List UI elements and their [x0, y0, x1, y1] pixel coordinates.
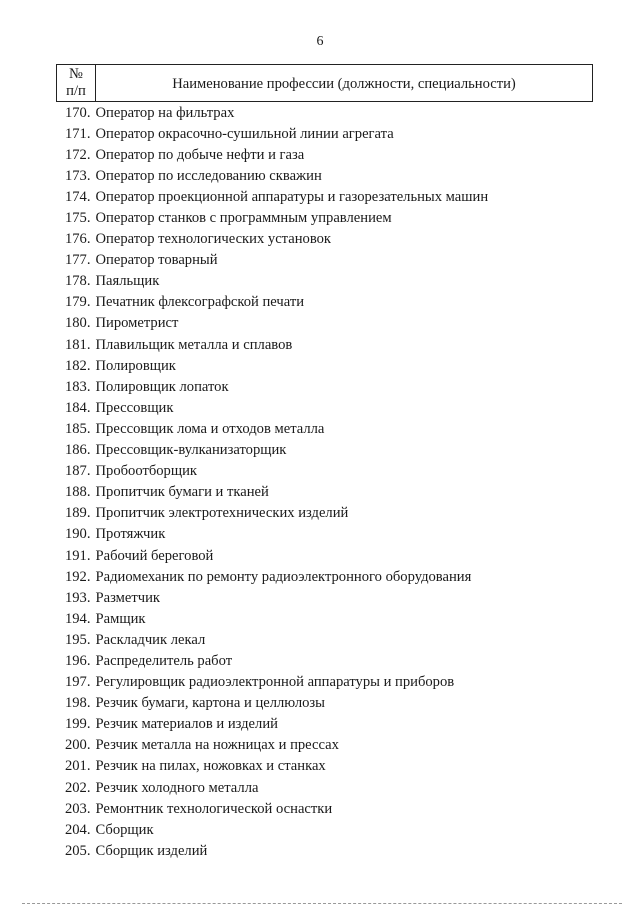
table-body — [57, 102, 593, 862]
table-row — [57, 629, 593, 650]
row-number: 180. — [64, 315, 91, 332]
row-number: 199. — [64, 716, 91, 733]
table-row — [57, 587, 593, 608]
profession-name: Оператор технологических установок — [95, 231, 331, 248]
table-header — [57, 65, 593, 102]
profession-name: Оператор станков с программным управлением — [95, 210, 392, 227]
row-number: 190. — [64, 526, 91, 543]
profession-name: Раскладчик лекал — [95, 631, 206, 648]
table-row — [57, 461, 593, 482]
profession-name: Паяльщик — [95, 273, 160, 290]
row-number: 195. — [64, 631, 91, 648]
profession-name: Сборщик — [95, 821, 154, 838]
row-number: 170. — [64, 104, 91, 121]
row-number: 198. — [64, 695, 91, 712]
row-number: 176. — [64, 231, 91, 248]
profession-name: Регулировщик радиоэлектронной аппаратуры и приборов — [95, 674, 455, 691]
row-number: 187. — [64, 463, 91, 480]
profession-name: Оператор по добыче нефти и газа — [95, 146, 305, 163]
row-number: 175. — [64, 210, 91, 227]
row-number: 196. — [64, 652, 91, 669]
profession-name: Оператор окрасочно-сушильной линии агрегата — [95, 125, 394, 142]
table-row — [57, 482, 593, 503]
table-row — [57, 229, 593, 250]
row-number: 202. — [64, 779, 91, 796]
table-row — [57, 418, 593, 439]
table-row — [57, 440, 593, 461]
row-number: 188. — [64, 484, 91, 501]
row-number: 193. — [64, 589, 91, 606]
header-row — [57, 65, 593, 102]
header-name-column: Наименование профессии (должности, специальности) — [96, 65, 593, 102]
table-row — [57, 735, 593, 756]
table-row — [57, 165, 593, 186]
profession-name: Ремонтник технологической оснастки — [95, 800, 333, 817]
profession-name: Пирометрист — [95, 315, 179, 332]
row-number: 171. — [64, 125, 91, 142]
row-number: 201. — [64, 758, 91, 775]
profession-name: Резчик холодного металла — [95, 779, 259, 796]
profession-name: Оператор по исследованию скважин — [95, 167, 322, 184]
table-row — [57, 840, 593, 861]
table-row — [57, 777, 593, 798]
row-number: 174. — [64, 188, 91, 205]
row-number: 191. — [64, 547, 91, 564]
table-row — [57, 566, 593, 587]
table-row — [57, 397, 593, 418]
professions-table — [56, 64, 593, 861]
profession-name: Резчик материалов и изделий — [95, 716, 278, 733]
table-row — [57, 376, 593, 397]
table-row — [57, 355, 593, 376]
profession-name: Оператор товарный — [95, 252, 218, 269]
row-number: 172. — [64, 146, 91, 163]
row-number: 194. — [64, 610, 91, 627]
profession-name: Пропитчик электротехнических изделий — [95, 505, 349, 522]
row-number: 192. — [64, 568, 91, 585]
row-number: 182. — [64, 357, 91, 374]
table-row — [57, 714, 593, 735]
profession-name: Резчик на пилах, ножовках и станках — [95, 758, 326, 775]
profession-name: Плавильщик металла и сплавов — [95, 336, 293, 353]
row-number: 200. — [64, 737, 91, 754]
page-number: 6 — [316, 34, 324, 49]
row-number: 186. — [64, 442, 91, 459]
profession-name: Резчик металла на ножницах и прессах — [95, 737, 339, 754]
table-row — [57, 313, 593, 334]
profession-name: Прессовщик лома и отходов металла — [95, 420, 325, 437]
table-row — [57, 144, 593, 165]
table-row — [57, 756, 593, 777]
profession-name: Рабочий береговой — [95, 547, 214, 564]
profession-name: Пропитчик бумаги и тканей — [95, 484, 269, 501]
profession-name: Полировщик — [95, 357, 176, 374]
profession-name: Распределитель работ — [95, 652, 233, 669]
table-row — [57, 693, 593, 714]
table-row — [57, 608, 593, 629]
table-row — [57, 334, 593, 355]
table-row — [57, 545, 593, 566]
table-row — [57, 250, 593, 271]
profession-name: Оператор на фильтрах — [95, 104, 235, 121]
table-row — [57, 102, 593, 124]
row-number: 178. — [64, 273, 91, 290]
header-number-symbol: № — [69, 66, 83, 82]
row-number: 177. — [64, 252, 91, 269]
row-number: 181. — [64, 336, 91, 353]
profession-name: Печатник флексографской печати — [95, 294, 305, 311]
profession-name: Радиомеханик по ремонту радиоэлектронного оборудования — [95, 568, 472, 585]
row-number: 189. — [64, 505, 91, 522]
table-row — [57, 186, 593, 207]
profession-name: Полировщик лопаток — [95, 378, 229, 395]
profession-name: Рамщик — [95, 610, 146, 627]
header-number-column — [57, 65, 96, 102]
table-row — [57, 672, 593, 693]
row-number: 183. — [64, 378, 91, 395]
profession-name: Протяжчик — [95, 526, 166, 543]
profession-name: Разметчик — [95, 589, 160, 606]
profession-name: Пробоотборщик — [95, 463, 197, 480]
row-number: 185. — [64, 420, 91, 437]
profession-name: Прессовщик-вулканизаторщик — [95, 442, 287, 459]
row-number: 205. — [64, 842, 91, 859]
table-row — [57, 819, 593, 840]
profession-name: Оператор проекционной аппаратуры и газорезательных машин — [95, 188, 489, 205]
row-number: 179. — [64, 294, 91, 311]
table-row — [57, 207, 593, 228]
row-number: 184. — [64, 399, 91, 416]
table-row — [57, 798, 593, 819]
page-bottom-edge — [22, 903, 622, 904]
header-number-abbrev: п/п — [66, 83, 86, 99]
table-row — [57, 524, 593, 545]
row-number: 204. — [64, 821, 91, 838]
profession-name: Резчик бумаги, картона и целлюлозы — [95, 695, 325, 712]
profession-name: Прессовщик — [95, 399, 174, 416]
row-number: 197. — [64, 674, 91, 691]
table-row — [57, 292, 593, 313]
table-row — [57, 271, 593, 292]
table-row — [57, 503, 593, 524]
table-row — [57, 123, 593, 144]
row-number: 203. — [64, 800, 91, 817]
profession-name: Сборщик изделий — [95, 842, 208, 859]
row-number: 173. — [64, 167, 91, 184]
table-row — [57, 650, 593, 671]
